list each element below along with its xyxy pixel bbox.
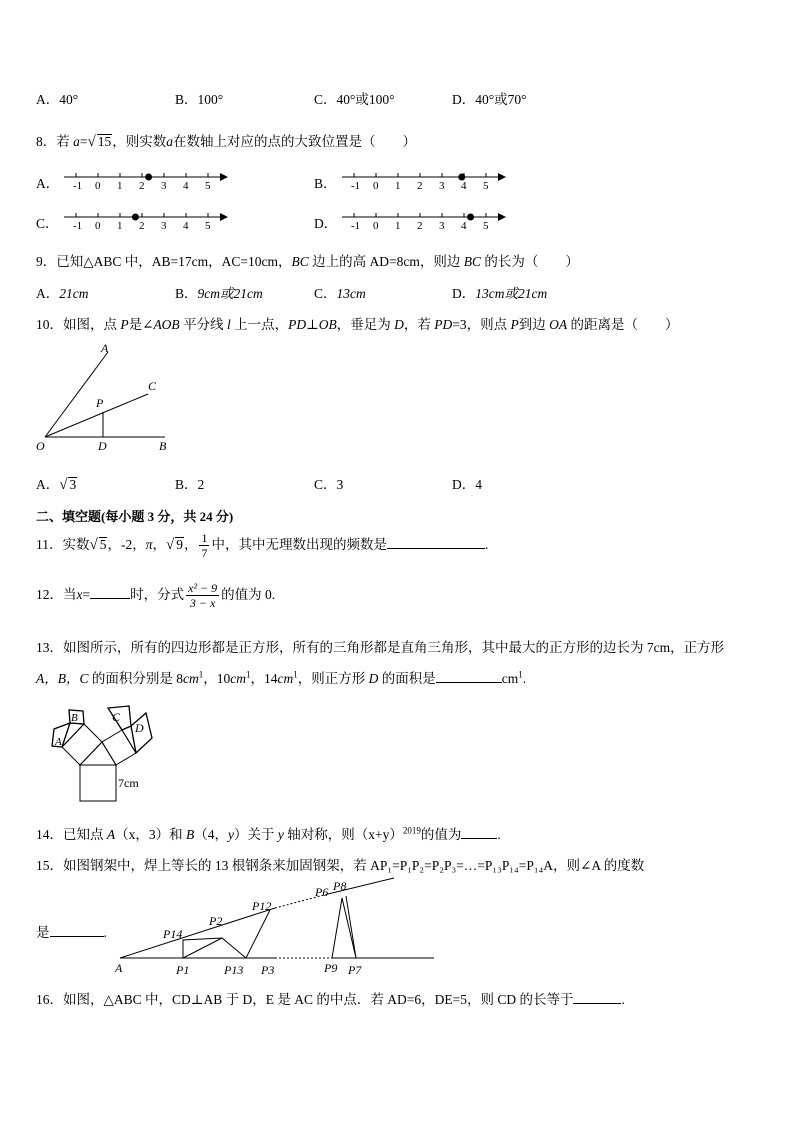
number-line-tick-label: 3: [161, 180, 167, 192]
number-line-tick-label: 2: [417, 180, 423, 192]
number-line-tick-label: 3: [439, 220, 445, 232]
label-p12: P12: [252, 899, 272, 913]
q16-stem: 16．如图，△ABC 中，CD⊥AB 于 D，E 是 AC 的中点．若 AD=6，DE=5，则 CD 的长等于 .: [36, 992, 625, 1007]
q11-stem: 11．实数√ 5，-2，π，√ 9， $\frac{1}{7}$ 中，其中无理数出现的频数是 .: [36, 531, 489, 561]
q9-option-c: C．13cm: [314, 286, 366, 301]
number-line-tick-label: 4: [461, 180, 467, 192]
q16-answer-blank[interactable]: [573, 991, 621, 1004]
label-p2: P2: [209, 914, 223, 928]
label-p6: P6: [315, 885, 329, 899]
label-p13: P13: [224, 963, 244, 977]
section-2-title: 二、填空题(每小题 3 分，共 24 分): [36, 509, 234, 524]
number-line-tick-label: 1: [117, 180, 123, 192]
arrow-right-icon: [498, 213, 506, 221]
number-line-point: [467, 214, 474, 221]
number-line-tick-label: 2: [139, 180, 145, 192]
triangle-left: [62, 723, 84, 747]
label-o: O: [36, 439, 45, 453]
q9-option-d: D．13cm或21cm: [452, 286, 548, 301]
q11-answer-blank[interactable]: [387, 536, 485, 549]
number-line-tick-label: 5: [483, 180, 489, 192]
q8-stem: 8．若 a=√ 15，则实数a在数轴上对应的点的大致位置是（ ）: [36, 134, 416, 150]
q9-options: [36, 282, 756, 302]
label-p3: P3: [261, 963, 275, 977]
number-line-tick-label: 4: [183, 220, 189, 232]
q14-stem: 14．已知点 A（x，3）和 B（4，y）关于 y 轴对称，则$(x+y)^{2019}$的值为 .: [36, 825, 501, 842]
q8-option-d-number-line: [340, 206, 510, 232]
q8-option-a-number-line: [62, 166, 232, 192]
number-line-tick-label: -1: [73, 180, 83, 192]
number-line-point: [132, 214, 139, 221]
struts-left: [183, 910, 270, 958]
number-line-tick-label: 0: [95, 180, 101, 192]
q9-stem: 9．已知△ABC 中，AB=17cm，AC=10cm，BC 边上的高 AD=8cm，则边 BC 的长为（ ）: [36, 254, 579, 269]
number-line-tick-label: 0: [95, 220, 101, 232]
label-a: A: [55, 736, 62, 748]
q8-option-b-label: B．: [314, 176, 337, 191]
number-line-tick-label: 4: [461, 220, 467, 232]
q7-option-c: C．40°或100°: [314, 92, 395, 107]
label-p7: P7: [348, 963, 362, 977]
number-line-tick-label: 0: [373, 220, 379, 232]
number-line-tick-label: 1: [395, 180, 401, 192]
number-line-tick-label: 5: [483, 220, 489, 232]
label-b: B: [71, 712, 78, 724]
arrow-right-icon: [220, 213, 228, 221]
label-d: D: [98, 439, 107, 453]
number-line-tick-label: 5: [205, 180, 211, 192]
q8-option-d-label: D．: [314, 216, 338, 231]
square-largest: [80, 765, 116, 801]
triangle-main: [80, 742, 116, 765]
label-c: C: [148, 379, 157, 393]
q10-option-d: D．4: [452, 477, 482, 492]
q8-option-a-label: A．: [36, 176, 60, 191]
number-line-tick-label: 1: [117, 220, 123, 232]
q12-stem: 12．当x= 时，分式 $\frac{\text{x² − 9}}{3 - x}$ 的值为 0.: [36, 581, 276, 611]
q7-option-a: A．40°: [36, 92, 79, 107]
square-right: [102, 730, 136, 765]
q8-option-b-number-line: [340, 166, 510, 192]
label-c: C: [112, 710, 121, 724]
label-a: A: [101, 341, 109, 355]
q8-option-c-label: C．: [36, 216, 59, 231]
q7-option-d: D．40°或70°: [452, 92, 527, 107]
number-line-tick-label: 0: [373, 180, 379, 192]
q12-answer-blank[interactable]: [90, 586, 130, 599]
q9-option-a: A．21cm: [36, 286, 89, 301]
q15-figure: [110, 874, 440, 980]
q7-option-b: B．100°: [175, 92, 224, 107]
q8-option-c-number-line: [62, 206, 232, 232]
number-line-tick-label: 5: [205, 220, 211, 232]
number-line-tick-label: 3: [439, 180, 445, 192]
number-line-tick-label: 3: [161, 220, 167, 232]
number-line-point: [145, 174, 152, 181]
number-line-tick-label: -1: [351, 220, 361, 232]
label-a: A: [115, 961, 123, 975]
q11-fraction: $\frac{1}{7}$: [201, 531, 208, 561]
number-line-tick-label: -1: [73, 220, 83, 232]
number-line-tick-label: 1: [395, 220, 401, 232]
q12-fraction: $\frac{\text{x² − 9}}{3 - x}$: [188, 581, 218, 611]
q14-answer-blank[interactable]: [461, 826, 497, 839]
q10-stem: 10．如图，点 P是∠AOB 平分线 l 上一点，PD⊥OB，垂足为 D，若 PD=3，则点 P到边 OA 的距离是（ ）: [36, 317, 679, 332]
q9-option-b: B．9cm或21cm: [175, 286, 263, 301]
q7-options: [36, 88, 756, 108]
q10-options: [36, 473, 756, 493]
q15-line-2: 是 .: [36, 925, 107, 940]
number-line-tick-label: 4: [183, 180, 189, 192]
struts-right: [332, 896, 356, 958]
arrow-right-icon: [498, 173, 506, 181]
label-p1: P1: [176, 963, 190, 977]
number-line-tick-label: 2: [139, 220, 145, 232]
label-p9: P9: [324, 961, 338, 975]
q10-option-c: C．3: [314, 477, 344, 492]
arrow-right-icon: [220, 173, 228, 181]
label-p8: P8: [333, 879, 347, 893]
q13-line-1: 13．如图所示，所有的四边形都是正方形，所有的三角形都是直角三角形，其中最大的正方形的边长为 7cm，正方形: [36, 640, 725, 655]
q10-option-a: A．√ 3: [36, 477, 77, 493]
label-p: P: [96, 396, 104, 410]
label-p14: P14: [163, 927, 183, 941]
q10-option-b: B．2: [175, 477, 205, 492]
label-b: B: [159, 439, 167, 453]
q15-line-1: 15．如图钢架中，焊上等长的 13 根钢条来加固钢架，若 AP₁=P₁P₂=P₂P₃=…=P₁₃P₁₄=P₁₄A，则∠A 的度数: [36, 858, 645, 873]
number-line-point: [458, 174, 465, 181]
number-line-tick-label: 2: [417, 220, 423, 232]
label-side-length: 7cm: [118, 776, 139, 790]
q13-line-2: A，B，C 的面积分别是 $8cm^1$，$10cm^1$，$14cm^1$，则正方形 D 的面积是 $cm^1$.: [36, 669, 527, 686]
label-d: D: [135, 721, 144, 735]
q13-figure: [48, 700, 158, 804]
q13-answer-blank[interactable]: [436, 670, 502, 683]
number-line-tick-label: -1: [351, 180, 361, 192]
q15-answer-blank[interactable]: [50, 924, 104, 937]
q10-figure: [30, 340, 180, 458]
